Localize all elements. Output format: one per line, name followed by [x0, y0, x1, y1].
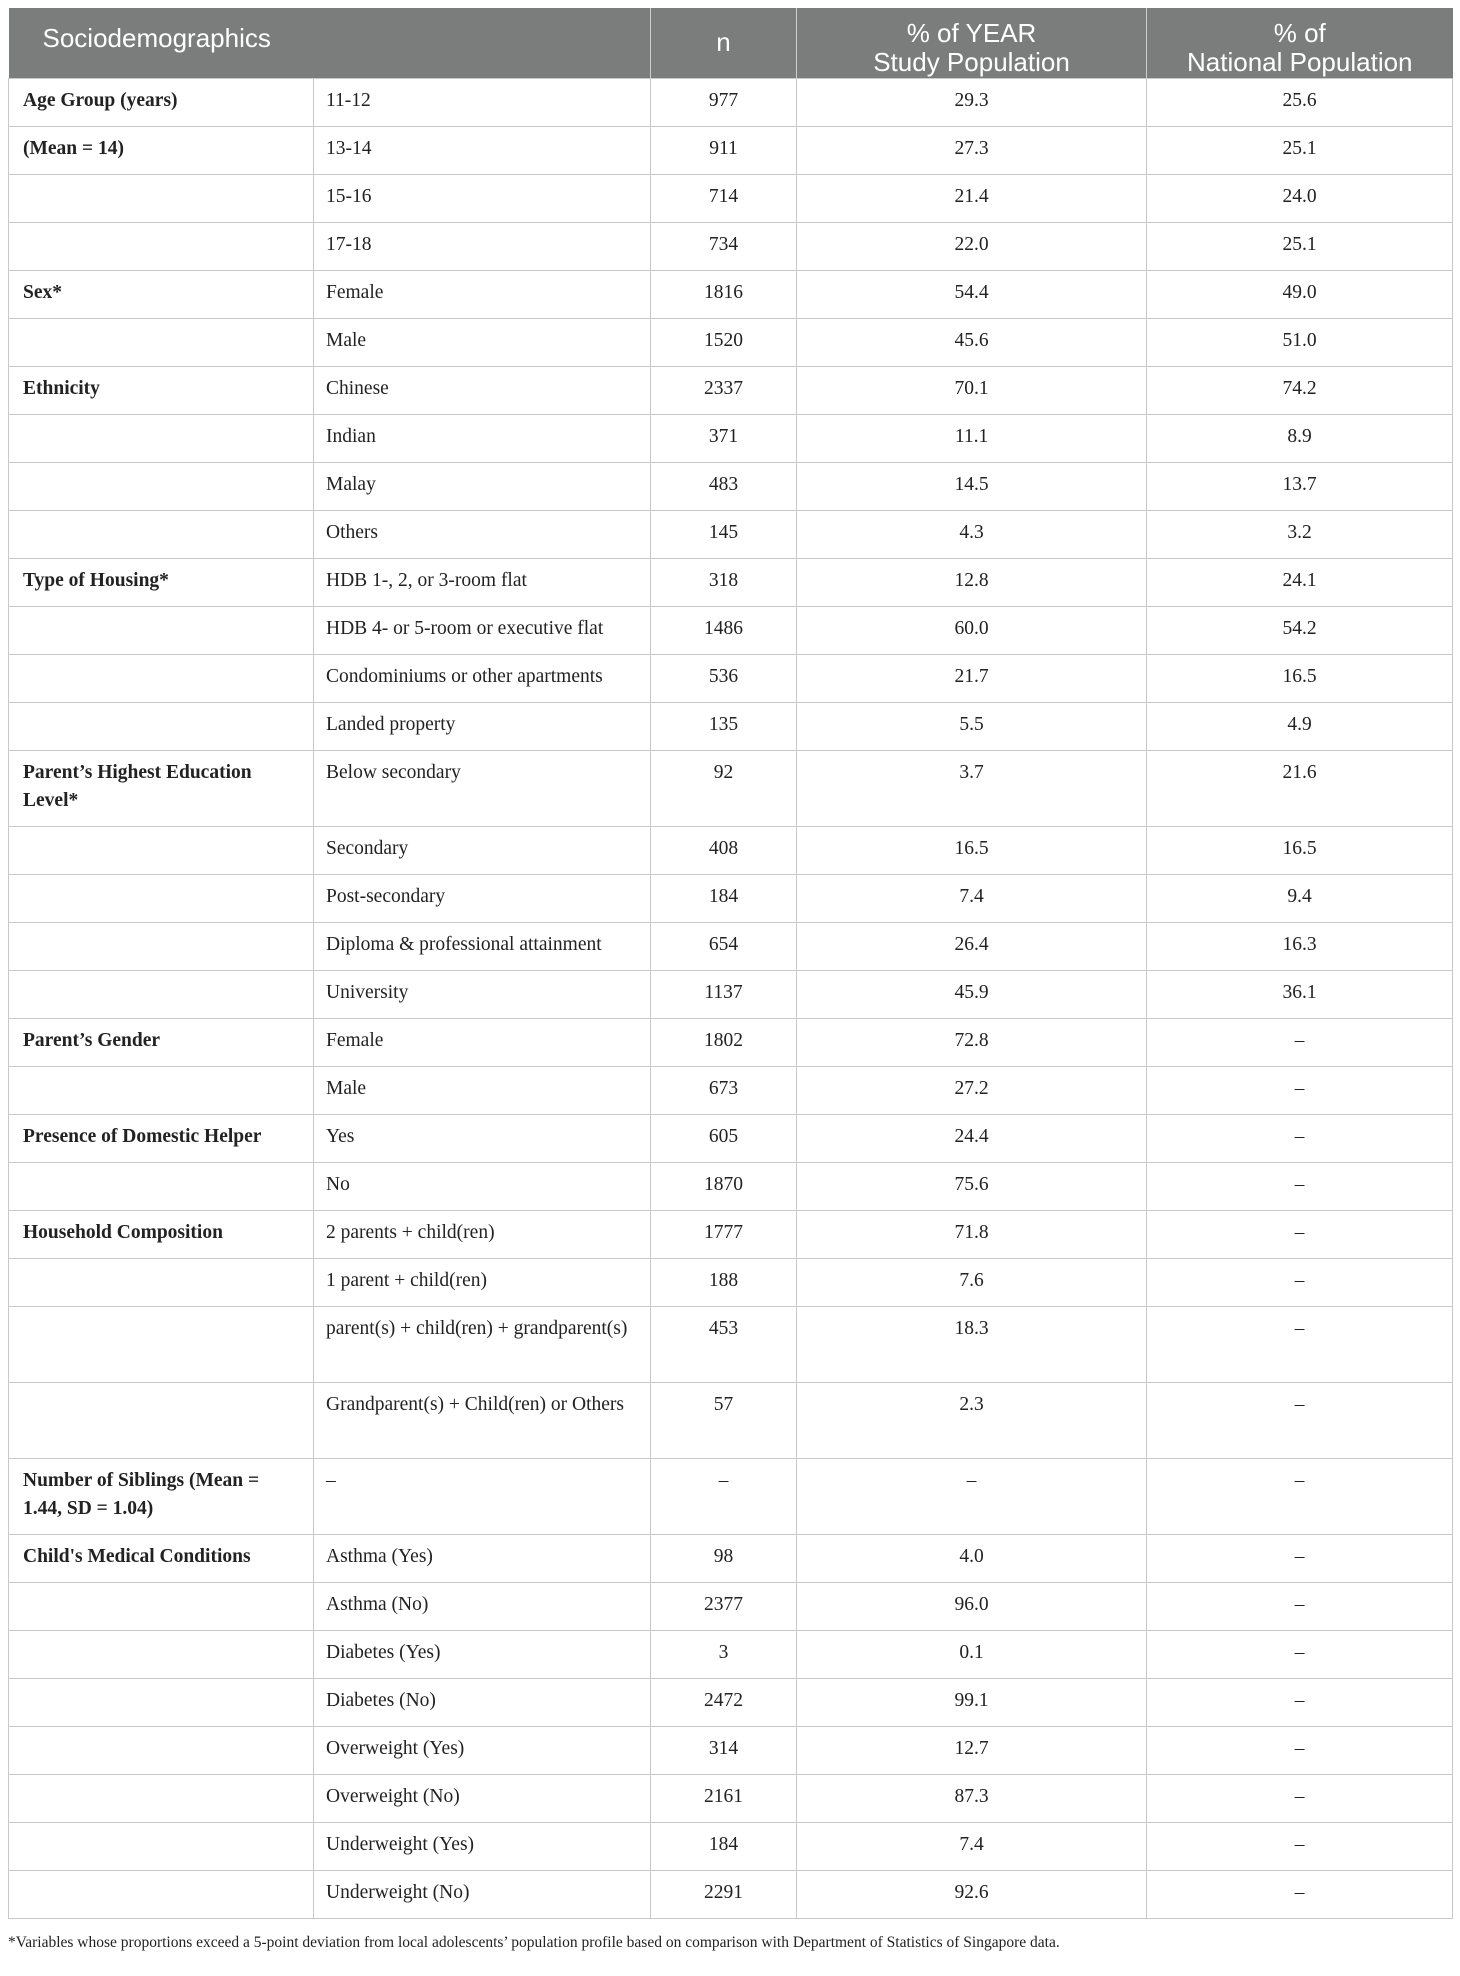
national-percent-cell: 4.9 — [1147, 702, 1453, 750]
study-percent-cell: 96.0 — [797, 1582, 1147, 1630]
study-percent-cell: 45.9 — [797, 970, 1147, 1018]
national-percent-cell: – — [1147, 1458, 1453, 1534]
study-percent-cell: 12.7 — [797, 1726, 1147, 1774]
national-percent-cell: – — [1147, 1018, 1453, 1066]
study-percent-cell: 27.2 — [797, 1066, 1147, 1114]
n-cell: 911 — [651, 126, 797, 174]
subcategory-cell: Male — [314, 318, 651, 366]
table-row — [9, 558, 1453, 606]
study-percent-cell: 11.1 — [797, 414, 1147, 462]
n-cell: 408 — [651, 826, 797, 874]
study-percent-cell: 92.6 — [797, 1870, 1147, 1918]
table-row — [9, 1210, 1453, 1258]
subcategory-cell: Below secondary — [314, 750, 651, 826]
category-cell — [9, 1306, 314, 1382]
subcategory-cell: – — [314, 1458, 651, 1534]
study-percent-cell: 21.4 — [797, 174, 1147, 222]
study-percent-cell: 3.7 — [797, 750, 1147, 826]
table-row — [9, 1582, 1453, 1630]
table-row — [9, 1822, 1453, 1870]
table-row — [9, 366, 1453, 414]
national-percent-cell: 25.1 — [1147, 126, 1453, 174]
study-percent-cell: 99.1 — [797, 1678, 1147, 1726]
category-cell — [9, 606, 314, 654]
category-cell — [9, 174, 314, 222]
table-row — [9, 970, 1453, 1018]
table-row — [9, 126, 1453, 174]
category-cell — [9, 318, 314, 366]
n-cell: 483 — [651, 462, 797, 510]
study-percent-cell: 26.4 — [797, 922, 1147, 970]
national-percent-cell: 25.6 — [1147, 78, 1453, 126]
study-percent-cell: 18.3 — [797, 1306, 1147, 1382]
table-row — [9, 874, 1453, 922]
n-cell: 714 — [651, 174, 797, 222]
subcategory-cell: Underweight (Yes) — [314, 1822, 651, 1870]
subcategory-cell: No — [314, 1162, 651, 1210]
n-cell: 2291 — [651, 1870, 797, 1918]
study-percent-cell: 72.8 — [797, 1018, 1147, 1066]
n-cell: 673 — [651, 1066, 797, 1114]
n-cell: 1486 — [651, 606, 797, 654]
national-percent-cell: 54.2 — [1147, 606, 1453, 654]
national-percent-cell: 8.9 — [1147, 414, 1453, 462]
national-percent-cell: – — [1147, 1306, 1453, 1382]
table-row — [9, 826, 1453, 874]
n-cell: 318 — [651, 558, 797, 606]
n-cell: 977 — [651, 78, 797, 126]
n-cell: 654 — [651, 922, 797, 970]
national-percent-cell: – — [1147, 1258, 1453, 1306]
table-row — [9, 1870, 1453, 1918]
study-percent-cell: – — [797, 1458, 1147, 1534]
n-cell: 314 — [651, 1726, 797, 1774]
study-percent-cell: 14.5 — [797, 462, 1147, 510]
category-cell — [9, 1774, 314, 1822]
table-row — [9, 1306, 1453, 1382]
table-row — [9, 1458, 1453, 1534]
subcategory-cell: Indian — [314, 414, 651, 462]
n-cell: 536 — [651, 654, 797, 702]
n-cell: 1816 — [651, 270, 797, 318]
table-row — [9, 1630, 1453, 1678]
national-percent-cell: – — [1147, 1822, 1453, 1870]
subcategory-cell: 1 parent + child(ren) — [314, 1258, 651, 1306]
subcategory-cell: Diabetes (No) — [314, 1678, 651, 1726]
subcategory-cell: parent(s) + child(ren) + grandparent(s) — [314, 1306, 651, 1382]
category-cell — [9, 702, 314, 750]
study-percent-cell: 7.4 — [797, 1822, 1147, 1870]
category-cell: Parent’s Highest Education Level* — [9, 750, 314, 826]
n-cell: 2472 — [651, 1678, 797, 1726]
table-row — [9, 702, 1453, 750]
category-cell — [9, 1726, 314, 1774]
category-cell — [9, 1870, 314, 1918]
study-percent-cell: 2.3 — [797, 1382, 1147, 1458]
national-percent-cell: – — [1147, 1726, 1453, 1774]
subcategory-cell: Malay — [314, 462, 651, 510]
national-percent-cell: 24.1 — [1147, 558, 1453, 606]
header-study-line1: % of YEAR — [906, 18, 1037, 48]
category-cell: Household Composition — [9, 1210, 314, 1258]
sociodemographics-table — [8, 8, 1453, 1919]
study-percent-cell: 5.5 — [797, 702, 1147, 750]
table-row — [9, 1726, 1453, 1774]
study-percent-cell: 75.6 — [797, 1162, 1147, 1210]
header-row — [9, 8, 1453, 78]
subcategory-cell: Secondary — [314, 826, 651, 874]
subcategory-cell: Underweight (No) — [314, 1870, 651, 1918]
table-footnote: *Variables whose proportions exceed a 5-point deviation from local adolescents’ population profile based on comparison with Department of Statistics of Singapore data. — [8, 1934, 1060, 1951]
n-cell: 145 — [651, 510, 797, 558]
national-percent-cell: 36.1 — [1147, 970, 1453, 1018]
category-cell — [9, 654, 314, 702]
n-cell: 453 — [651, 1306, 797, 1382]
n-cell: 57 — [651, 1382, 797, 1458]
study-percent-cell: 45.6 — [797, 318, 1147, 366]
header-sociodemographics: Sociodemographics — [9, 8, 651, 78]
header-national-line2: National Population — [1187, 47, 1413, 77]
national-percent-cell: 9.4 — [1147, 874, 1453, 922]
category-cell — [9, 510, 314, 558]
table-container — [8, 8, 1452, 1919]
table-row — [9, 1382, 1453, 1458]
category-cell: Presence of Domestic Helper — [9, 1114, 314, 1162]
study-percent-cell: 4.0 — [797, 1534, 1147, 1582]
study-percent-cell: 4.3 — [797, 510, 1147, 558]
table-row — [9, 78, 1453, 126]
table-body — [9, 78, 1453, 1918]
national-percent-cell: 16.5 — [1147, 654, 1453, 702]
national-percent-cell: 25.1 — [1147, 222, 1453, 270]
study-percent-cell: 24.4 — [797, 1114, 1147, 1162]
table-row — [9, 462, 1453, 510]
study-percent-cell: 0.1 — [797, 1630, 1147, 1678]
table-row — [9, 750, 1453, 826]
table-row — [9, 174, 1453, 222]
header-study-line2: Study Population — [873, 47, 1070, 77]
national-percent-cell: – — [1147, 1114, 1453, 1162]
subcategory-cell: Others — [314, 510, 651, 558]
n-cell: 1137 — [651, 970, 797, 1018]
subcategory-cell: Asthma (Yes) — [314, 1534, 651, 1582]
category-cell — [9, 222, 314, 270]
table-row — [9, 1018, 1453, 1066]
table-row — [9, 1066, 1453, 1114]
subcategory-cell: 13-14 — [314, 126, 651, 174]
national-percent-cell: – — [1147, 1678, 1453, 1726]
subcategory-cell: Diabetes (Yes) — [314, 1630, 651, 1678]
category-cell — [9, 1066, 314, 1114]
category-cell — [9, 1382, 314, 1458]
national-percent-cell: – — [1147, 1774, 1453, 1822]
header-national-population — [1147, 8, 1453, 78]
category-cell — [9, 874, 314, 922]
n-cell: 1802 — [651, 1018, 797, 1066]
table-row — [9, 1774, 1453, 1822]
category-cell — [9, 1822, 314, 1870]
n-cell: 1870 — [651, 1162, 797, 1210]
study-percent-cell: 71.8 — [797, 1210, 1147, 1258]
subcategory-cell: Condominiums or other apartments — [314, 654, 651, 702]
study-percent-cell: 87.3 — [797, 1774, 1147, 1822]
subcategory-cell: Grandparent(s) + Child(ren) or Others — [314, 1382, 651, 1458]
category-cell — [9, 922, 314, 970]
n-cell: 2377 — [651, 1582, 797, 1630]
study-percent-cell: 16.5 — [797, 826, 1147, 874]
table-row — [9, 1162, 1453, 1210]
table-row — [9, 414, 1453, 462]
category-cell: Number of Siblings (Mean = 1.44, SD = 1.04) — [9, 1458, 314, 1534]
category-cell — [9, 414, 314, 462]
header-national-line1: % of — [1273, 18, 1326, 48]
subcategory-cell: 15-16 — [314, 174, 651, 222]
national-percent-cell: – — [1147, 1382, 1453, 1458]
n-cell: 2161 — [651, 1774, 797, 1822]
subcategory-cell: Landed property — [314, 702, 651, 750]
national-percent-cell: 16.3 — [1147, 922, 1453, 970]
national-percent-cell: 51.0 — [1147, 318, 1453, 366]
category-cell: Sex* — [9, 270, 314, 318]
category-cell — [9, 1678, 314, 1726]
national-percent-cell: – — [1147, 1066, 1453, 1114]
n-cell: 188 — [651, 1258, 797, 1306]
study-percent-cell: 7.4 — [797, 874, 1147, 922]
national-percent-cell: – — [1147, 1210, 1453, 1258]
n-cell: 92 — [651, 750, 797, 826]
subcategory-cell: Yes — [314, 1114, 651, 1162]
n-cell: 184 — [651, 874, 797, 922]
national-percent-cell: 3.2 — [1147, 510, 1453, 558]
subcategory-cell: Chinese — [314, 366, 651, 414]
subcategory-cell: Asthma (No) — [314, 1582, 651, 1630]
header-n: n — [651, 8, 797, 78]
study-percent-cell: 27.3 — [797, 126, 1147, 174]
national-percent-cell: – — [1147, 1534, 1453, 1582]
national-percent-cell: 16.5 — [1147, 826, 1453, 874]
n-cell: 3 — [651, 1630, 797, 1678]
study-percent-cell: 29.3 — [797, 78, 1147, 126]
study-percent-cell: 60.0 — [797, 606, 1147, 654]
study-percent-cell: 54.4 — [797, 270, 1147, 318]
category-cell — [9, 1630, 314, 1678]
n-cell: 605 — [651, 1114, 797, 1162]
table-row — [9, 222, 1453, 270]
national-percent-cell: 13.7 — [1147, 462, 1453, 510]
national-percent-cell: – — [1147, 1870, 1453, 1918]
subcategory-cell: 2 parents + child(ren) — [314, 1210, 651, 1258]
subcategory-cell: University — [314, 970, 651, 1018]
category-cell — [9, 1162, 314, 1210]
category-cell — [9, 462, 314, 510]
national-percent-cell: – — [1147, 1630, 1453, 1678]
table-row — [9, 510, 1453, 558]
subcategory-cell: Overweight (Yes) — [314, 1726, 651, 1774]
study-percent-cell: 7.6 — [797, 1258, 1147, 1306]
category-cell: Child's Medical Conditions — [9, 1534, 314, 1582]
subcategory-cell: Diploma & professional attainment — [314, 922, 651, 970]
category-cell — [9, 826, 314, 874]
category-cell: Ethnicity — [9, 366, 314, 414]
subcategory-cell: HDB 4- or 5-room or executive flat — [314, 606, 651, 654]
subcategory-cell: Male — [314, 1066, 651, 1114]
header-study-population — [797, 8, 1147, 78]
table-row — [9, 270, 1453, 318]
n-cell: 184 — [651, 1822, 797, 1870]
category-cell — [9, 970, 314, 1018]
category-cell — [9, 1582, 314, 1630]
subcategory-cell: 17-18 — [314, 222, 651, 270]
subcategory-cell: Post-secondary — [314, 874, 651, 922]
category-cell: Age Group (years) — [9, 78, 314, 126]
table-row — [9, 1258, 1453, 1306]
subcategory-cell: Overweight (No) — [314, 1774, 651, 1822]
national-percent-cell: 24.0 — [1147, 174, 1453, 222]
table-row — [9, 922, 1453, 970]
national-percent-cell: 74.2 — [1147, 366, 1453, 414]
national-percent-cell: 49.0 — [1147, 270, 1453, 318]
study-percent-cell: 22.0 — [797, 222, 1147, 270]
study-percent-cell: 21.7 — [797, 654, 1147, 702]
national-percent-cell: 21.6 — [1147, 750, 1453, 826]
n-cell: 135 — [651, 702, 797, 750]
table-row — [9, 1114, 1453, 1162]
subcategory-cell: Female — [314, 1018, 651, 1066]
n-cell: 98 — [651, 1534, 797, 1582]
n-cell: 1777 — [651, 1210, 797, 1258]
category-cell: Parent’s Gender — [9, 1018, 314, 1066]
n-cell: 371 — [651, 414, 797, 462]
category-cell: Type of Housing* — [9, 558, 314, 606]
national-percent-cell: – — [1147, 1162, 1453, 1210]
table-row — [9, 318, 1453, 366]
category-cell — [9, 1258, 314, 1306]
subcategory-cell: 11-12 — [314, 78, 651, 126]
table-row — [9, 1678, 1453, 1726]
subcategory-cell: Female — [314, 270, 651, 318]
table-row — [9, 1534, 1453, 1582]
n-cell: 734 — [651, 222, 797, 270]
study-percent-cell: 12.8 — [797, 558, 1147, 606]
category-cell: (Mean = 14) — [9, 126, 314, 174]
subcategory-cell: HDB 1-, 2, or 3-room flat — [314, 558, 651, 606]
study-percent-cell: 70.1 — [797, 366, 1147, 414]
national-percent-cell: – — [1147, 1582, 1453, 1630]
table-row — [9, 606, 1453, 654]
n-cell: 1520 — [651, 318, 797, 366]
n-cell: 2337 — [651, 366, 797, 414]
n-cell: – — [651, 1458, 797, 1534]
table-row — [9, 654, 1453, 702]
